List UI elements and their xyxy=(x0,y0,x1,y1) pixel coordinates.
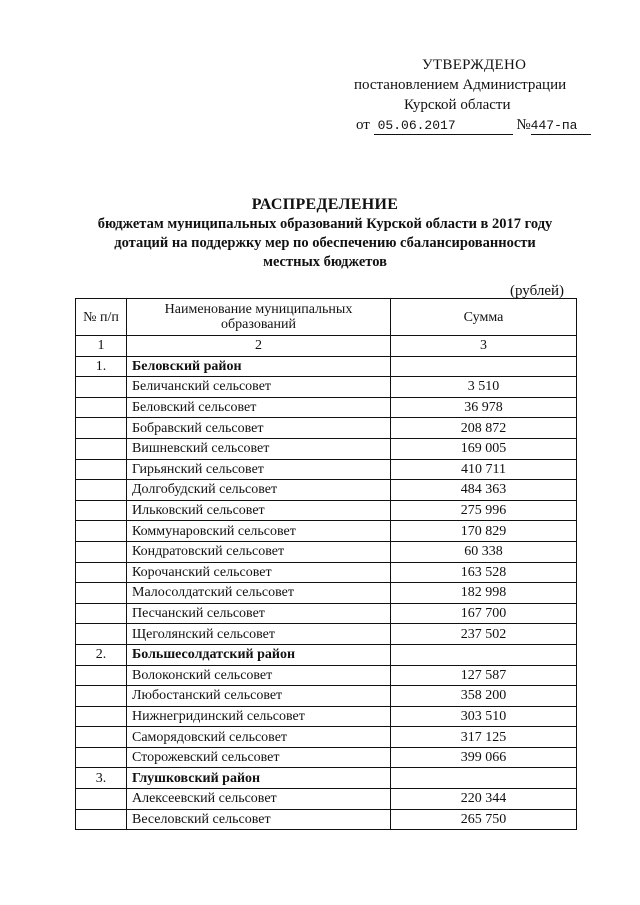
row-number xyxy=(76,686,127,707)
table-header-row xyxy=(76,299,577,336)
row-number xyxy=(76,397,127,418)
row-number xyxy=(76,459,127,480)
title-line-2: дотаций на поддержку мер по обеспечению сбалансированности xyxy=(114,235,536,251)
title-line-3: местных бюджетов xyxy=(263,254,387,270)
number-prefix: № xyxy=(516,117,531,133)
row-name: Гирьянский сельсовет xyxy=(127,459,391,480)
row-name: Коммунаровский сельсовет xyxy=(127,521,391,542)
approval-number: 447-па xyxy=(531,118,591,135)
row-number xyxy=(76,624,127,645)
index-2: 2 xyxy=(127,336,391,357)
row-name: Сторожевский сельсовет xyxy=(127,747,391,768)
row-name: Беличанский сельсовет xyxy=(127,377,391,398)
row-name: Песчанский сельсовет xyxy=(127,603,391,624)
row-sum: 275 996 xyxy=(391,500,577,521)
row-name: Алексеевский сельсовет xyxy=(127,789,391,810)
row-sum: 182 998 xyxy=(391,583,577,604)
index-1: 1 xyxy=(76,336,127,357)
row-name: Саморядовский сельсовет xyxy=(127,727,391,748)
table-row xyxy=(76,727,577,748)
row-sum: 410 711 xyxy=(391,459,577,480)
row-sum: 169 005 xyxy=(391,438,577,459)
approval-authority: постановлением Администрации xyxy=(354,77,567,93)
row-number xyxy=(76,706,127,727)
row-sum: 484 363 xyxy=(391,480,577,501)
column-index-row xyxy=(76,336,577,357)
row-name: Беловский сельсовет xyxy=(127,397,391,418)
row-number xyxy=(76,438,127,459)
row-name: Вишневский сельсовет xyxy=(127,438,391,459)
row-sum: 317 125 xyxy=(391,727,577,748)
date-prefix: от xyxy=(356,117,370,133)
row-name: Долгобудский сельсовет xyxy=(127,480,391,501)
table-row xyxy=(76,624,577,645)
table-row xyxy=(76,665,577,686)
row-sum: 127 587 xyxy=(391,665,577,686)
row-name: Бобравский сельсовет xyxy=(127,418,391,439)
header-name: Наименование муниципальных образований xyxy=(127,299,391,336)
row-sum: 36 978 xyxy=(391,397,577,418)
row-number xyxy=(76,541,127,562)
row-number xyxy=(76,603,127,624)
table-row xyxy=(76,686,577,707)
row-number xyxy=(76,562,127,583)
row-name: Веселовский сельсовет xyxy=(127,809,391,830)
row-number xyxy=(76,727,127,748)
row-name: Волоконский сельсовет xyxy=(127,665,391,686)
table-row xyxy=(76,418,577,439)
row-sum: 237 502 xyxy=(391,624,577,645)
row-name: Нижнегридинский сельсовет xyxy=(127,706,391,727)
table-row xyxy=(76,397,577,418)
row-sum: 220 344 xyxy=(391,789,577,810)
district-row xyxy=(76,768,577,789)
row-name: Любостанский сельсовет xyxy=(127,686,391,707)
approval-stamp xyxy=(330,55,600,135)
table-row xyxy=(76,521,577,542)
row-sum: 208 872 xyxy=(391,418,577,439)
table-row xyxy=(76,459,577,480)
row-sum: 167 700 xyxy=(391,603,577,624)
approval-date: 05.06.2017 xyxy=(374,118,513,135)
row-sum: 170 829 xyxy=(391,521,577,542)
row-name: Корочанский сельсовет xyxy=(127,562,391,583)
row-sum: 60 338 xyxy=(391,541,577,562)
table-row xyxy=(76,500,577,521)
header-number: № п/п xyxy=(76,299,127,336)
row-number xyxy=(76,500,127,521)
row-number xyxy=(76,418,127,439)
row-number xyxy=(76,665,127,686)
row-sum xyxy=(391,356,577,377)
row-sum: 163 528 xyxy=(391,562,577,583)
table-row xyxy=(76,541,577,562)
table-row xyxy=(76,706,577,727)
row-number: 1. xyxy=(76,356,127,377)
approval-region: Курской области xyxy=(404,97,511,113)
approval-title: УТВЕРЖДЕНО xyxy=(422,57,527,73)
table-row xyxy=(76,438,577,459)
row-number: 2. xyxy=(76,644,127,665)
title-heading: РАСПРЕДЕЛЕНИЕ xyxy=(251,196,399,213)
row-sum: 399 066 xyxy=(391,747,577,768)
table-row xyxy=(76,603,577,624)
row-sum: 358 200 xyxy=(391,686,577,707)
table-row xyxy=(76,480,577,501)
row-name: Щеголянский сельсовет xyxy=(127,624,391,645)
row-name: Кондратовский сельсовет xyxy=(127,541,391,562)
row-number xyxy=(76,789,127,810)
document-title xyxy=(60,195,590,272)
row-sum xyxy=(391,644,577,665)
header-sum: Сумма xyxy=(391,299,577,336)
table-row xyxy=(76,583,577,604)
approval-date-line xyxy=(356,115,600,135)
table-row xyxy=(76,809,577,830)
table-row xyxy=(76,377,577,398)
row-sum: 303 510 xyxy=(391,706,577,727)
row-sum: 265 750 xyxy=(391,809,577,830)
table-row xyxy=(76,747,577,768)
table-row xyxy=(76,562,577,583)
row-number: 3. xyxy=(76,768,127,789)
row-number xyxy=(76,747,127,768)
units-label: (рублей) xyxy=(510,283,565,299)
district-row xyxy=(76,644,577,665)
row-number xyxy=(76,809,127,830)
row-number xyxy=(76,521,127,542)
row-sum: 3 510 xyxy=(391,377,577,398)
row-name: Большесолдатский район xyxy=(127,644,391,665)
row-number xyxy=(76,583,127,604)
row-sum xyxy=(391,768,577,789)
district-row xyxy=(76,356,577,377)
title-line-1: бюджетам муниципальных образований Курской области в 2017 году xyxy=(97,216,553,232)
budget-table xyxy=(75,298,577,830)
row-number xyxy=(76,480,127,501)
row-name: Ильковский сельсовет xyxy=(127,500,391,521)
row-name: Глушковский район xyxy=(127,768,391,789)
row-name: Малосолдатский сельсовет xyxy=(127,583,391,604)
table-row xyxy=(76,789,577,810)
row-name: Беловский район xyxy=(127,356,391,377)
row-number xyxy=(76,377,127,398)
index-3: 3 xyxy=(391,336,577,357)
